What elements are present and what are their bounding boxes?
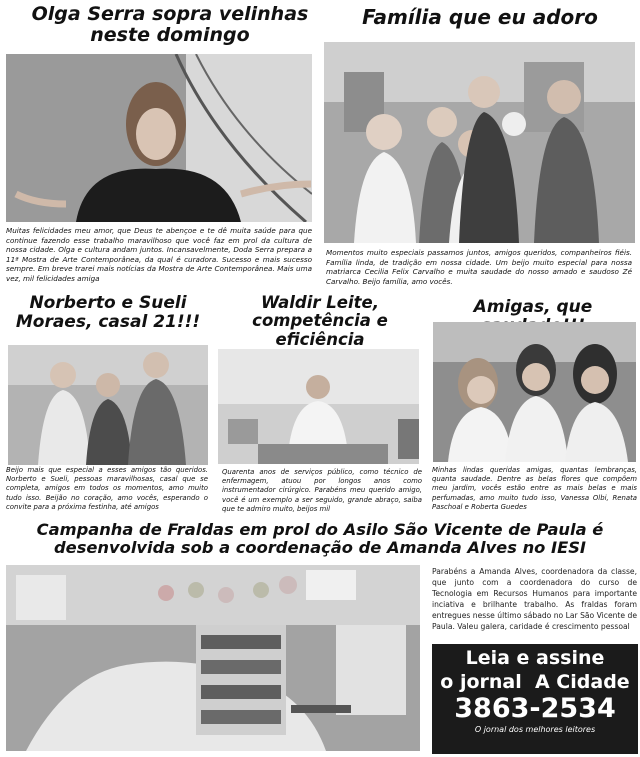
story4-photo xyxy=(218,349,419,464)
story2-caption: Momentos muito especiais passamos juntos, amigos queridos, companheiros fiéis. Família linda, de tradição em nossa cidade. Um beijo muito especial para nossa matriarca Cecilia Felix Carvalho e muita saudade do nosso amado e saudoso Zé Carvalho. Beijo família, amo vocês. xyxy=(326,248,632,286)
story1-photo xyxy=(6,54,312,222)
story4-caption: Quarenta anos de serviços público, como técnico de enfermagem, atuou por longos anos como instrumentador cirúrgico. Parabéns meu querido amigo, você é um exemplo a ser seguido, grande abraço, saiba que te admiro muito, beijos mil xyxy=(222,468,422,513)
story6-photo xyxy=(6,565,420,751)
story3-photo xyxy=(8,345,208,465)
story6-headline: Campanha de Fraldas em prol do Asilo São Vicente de Paula é desenvolvida sob a coordenação de Amanda Alves no IESI xyxy=(36,520,604,558)
story2-photo xyxy=(324,42,635,243)
story1-headline: Olga Serra sopra velinhas neste domingo xyxy=(31,3,309,47)
story5-caption: Minhas lindas queridas amigas, quantas lembranças, quanta saudade. Dentre as belas flores que compõem meu jardim, vocês estão entre as mais belas e mais perfumadas, amo muito tudo isso, Vanessa Olbi, Renata Paschoal e Roberta Guedes xyxy=(432,466,637,511)
ad-line-2: o jornal A Cidade xyxy=(440,671,630,693)
story6-body: Parabéns a Amanda Alves, coordenadora da classe, que junto com a coordenadora do curso de Tecnologia em Recursos Humanos para importante inciativa e brilhante trabalho. As fraldas foram entregues nesse último sábado no Lar São Vicente de Paula. Valeu galera, caridade é crescimento pessoal xyxy=(432,567,637,631)
story5-photo xyxy=(433,322,636,462)
subscribe-ad xyxy=(432,644,638,754)
story4-headline: Waldir Leite, competência e eficiência xyxy=(252,293,388,349)
ad-line-1: Leia e assine xyxy=(465,647,605,669)
story3-caption: Beijo mais que especial a esses amigos tão queridos. Norberto e Sueli, pessoas maravilhosas, casal que se completa, amigos em todos os momentos, amo muito tudo isso. Beijão no coração, amo vocês, esperando o convite para a próxima festinha, até amigos xyxy=(6,466,208,511)
ad-phone: 3863-2534 xyxy=(454,693,616,724)
story3-headline: Norberto e Sueli Moraes, casal 21!!! xyxy=(15,293,201,333)
ad-tagline: O jornal dos melhores leitores xyxy=(474,725,596,734)
story2-headline: Família que eu adoro xyxy=(362,5,598,29)
story1-caption: Muitas felicidades meu amor, que Deus te abençoe e te dê muita saúde para que continue fazendo esse trabalho maravilhoso que você faz em prol da cultura de nossa cidade. Olga e cultura andam juntos. Incansavelmente, Doda Serra prepara a 11ª Mostra de Arte Contemporânea, da qual é curadora. Sucesso e mais sucesso sempre. Em breve trarei mais notícias da Mostra de Arte Contemporânea. Mais uma vez, mil felicidades amiga xyxy=(6,226,312,283)
story5-headline: Amigas, que xyxy=(473,297,593,317)
